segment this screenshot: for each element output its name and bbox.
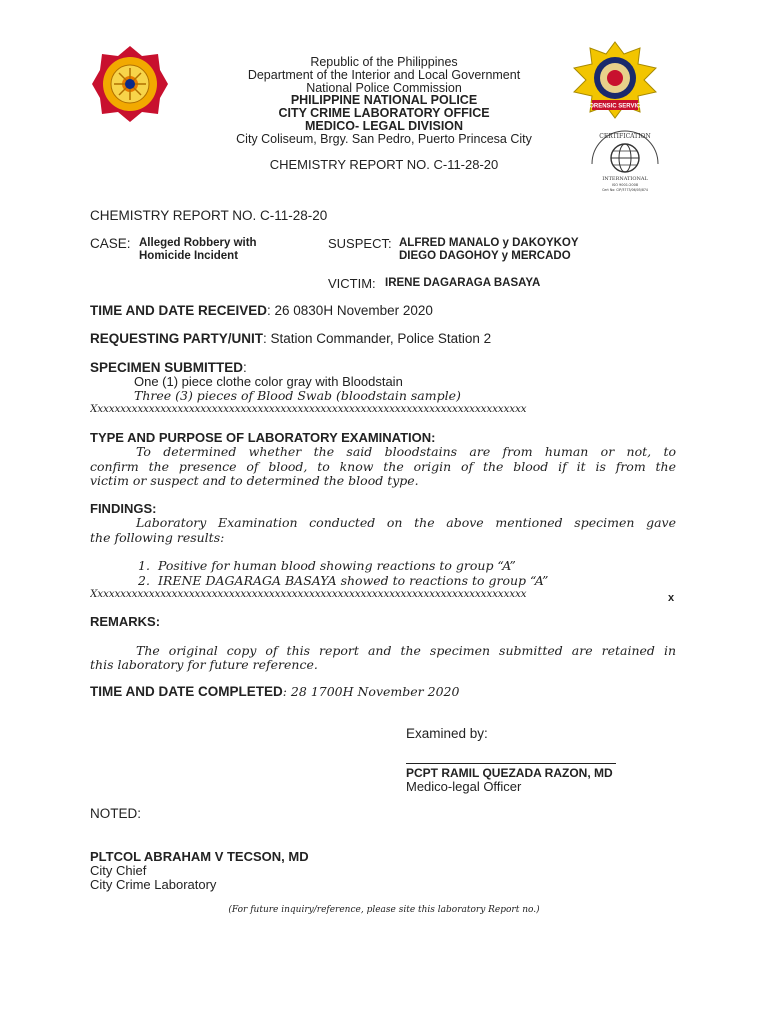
completed-label: TIME AND DATE COMPLETED [90,684,283,699]
time-received-value: : 26 0830H November 2020 [267,303,433,318]
remarks-line-2: this laboratory for future reference. [90,657,318,672]
finding-2-number: 2. [138,573,150,588]
purpose-line-3: victim or suspect and to determined the blood type. [90,473,419,488]
findings-line-1: Laboratory Examination conducted on the above mentioned specimen gave [136,515,676,530]
requesting-row [90,331,491,346]
requesting-value: : Station Commander, Police Station 2 [263,331,492,346]
remarks-line-1: The original copy of this report and the specimen submitted are retained in [136,643,676,658]
time-received-row [90,303,433,318]
header-line-5: CITY CRIME LABORATORY OFFICE [278,106,490,120]
victim-name: IRENE DAGARAGA BASAYA [385,277,541,289]
finding-1-number: 1. [138,558,150,573]
header-report-no: CHEMISTRY REPORT NO. C-11-28-20 [269,157,499,172]
purpose-line-2: confirm the presence of blood, to know the origin of the blood if it is from the [90,459,676,474]
suspect-2: DIEGO DAGOHOY y MERCADO [399,250,571,262]
examined-by-label: Examined by: [406,726,488,741]
svg-text:CERTIFICATION: CERTIFICATION [599,133,651,140]
noted-label: NOTED: [90,806,142,821]
suspect-1: ALFRED MANALO y DAKOYKOY [399,237,579,249]
suspect-label: SUSPECT: [328,236,392,251]
examiner-title: Medico-legal Officer [406,779,522,794]
specimen-item-1: One (1) piece clothe color gray with Bloodstain [134,374,403,389]
purpose-label: TYPE AND PURPOSE OF LABORATORY EXAMINATION: [90,430,436,445]
separator-x-line-1: Xxxxxxxxxxxxxxxxxxxxxxxxxxxxxxxxxxxxxxxxxxxxxxxxxxxxxxxxxxxxxxxxxxxxxxxxxxxx [90,403,527,415]
header-line-3: National Police Commission [306,81,462,95]
chief-title-2: City Crime Laboratory [90,877,217,892]
header-address: City Coliseum, Brgy. San Pedro, Puerto Princesa City [236,132,532,146]
specimen-item-2: Three (3) pieces of Blood Swab (bloodstain sample) [134,388,461,403]
finding-1: Positive for human blood showing reactions to group “A” [158,558,516,573]
case-line-2: Homicide Incident [139,250,239,262]
report-number: CHEMISTRY REPORT NO. C-11-28-20 [90,208,328,223]
header-line-6: MEDICO- LEGAL DIVISION [304,119,464,133]
svg-text:INTERNATIONAL: INTERNATIONAL [602,176,648,182]
findings-label: FINDINGS: [90,501,157,516]
footer-note: (For future inquiry/reference, please site this laboratory Report no.) [228,905,540,915]
specimen-colon: : [243,360,247,375]
time-received-label: TIME AND DATE RECEIVED [90,303,268,318]
forensic-service-badge-logo [570,40,660,120]
examiner-name: PCPT RAMIL QUEZADA RAZON, MD [406,766,613,780]
completed-row [90,684,459,699]
header-line-2: Department of the Interior and Local Government [247,68,521,82]
remarks-label: REMARKS: [90,614,161,629]
finding-2: IRENE DAGARAGA BASAYA showed to reactions to group “A” [158,573,549,588]
purpose-line-1: To determined whether the said bloodstains are from human or not, to [136,444,676,459]
examiner-signature-line [406,763,616,764]
chief-title-1: City Chief [90,863,147,878]
completed-value: : 28 1700H November 2020 [282,684,460,699]
svg-text:ISO 9001:2008: ISO 9001:2008 [611,183,639,187]
victim-label: VICTIM: [328,276,376,291]
svg-text:Cert No: CIP/3773/06/05/874: Cert No: CIP/3773/06/05/874 [602,188,648,192]
findings-line-2: the following results: [90,530,225,545]
header-line-1: Republic of the Philippines [310,55,458,69]
chief-name: PLTCOL ABRAHAM V TECSON, MD [90,849,309,864]
header-line-4: PHILIPPINE NATIONAL POLICE [290,93,478,107]
svg-text:FORENSIC SERVICE: FORENSIC SERVICE [585,103,645,110]
separator-x-line-2-text: Xxxxxxxxxxxxxxxxxxxxxxxxxxxxxxxxxxxxxxxxxxxxxxxxxxxxxxxxxxxxxxxxxxxxxxxxxxxx [90,588,527,600]
specimen-heading [90,360,247,375]
case-label: CASE: [90,236,131,251]
requesting-label: REQUESTING PARTY/UNIT [90,331,264,346]
specimen-label: SPECIMEN SUBMITTED [90,360,244,375]
separator-x-line-2 [90,588,676,606]
case-line-1: Alleged Robbery with [139,237,257,249]
certification-international-logo [580,128,670,192]
separator-x-line-2-end: x [668,592,675,604]
